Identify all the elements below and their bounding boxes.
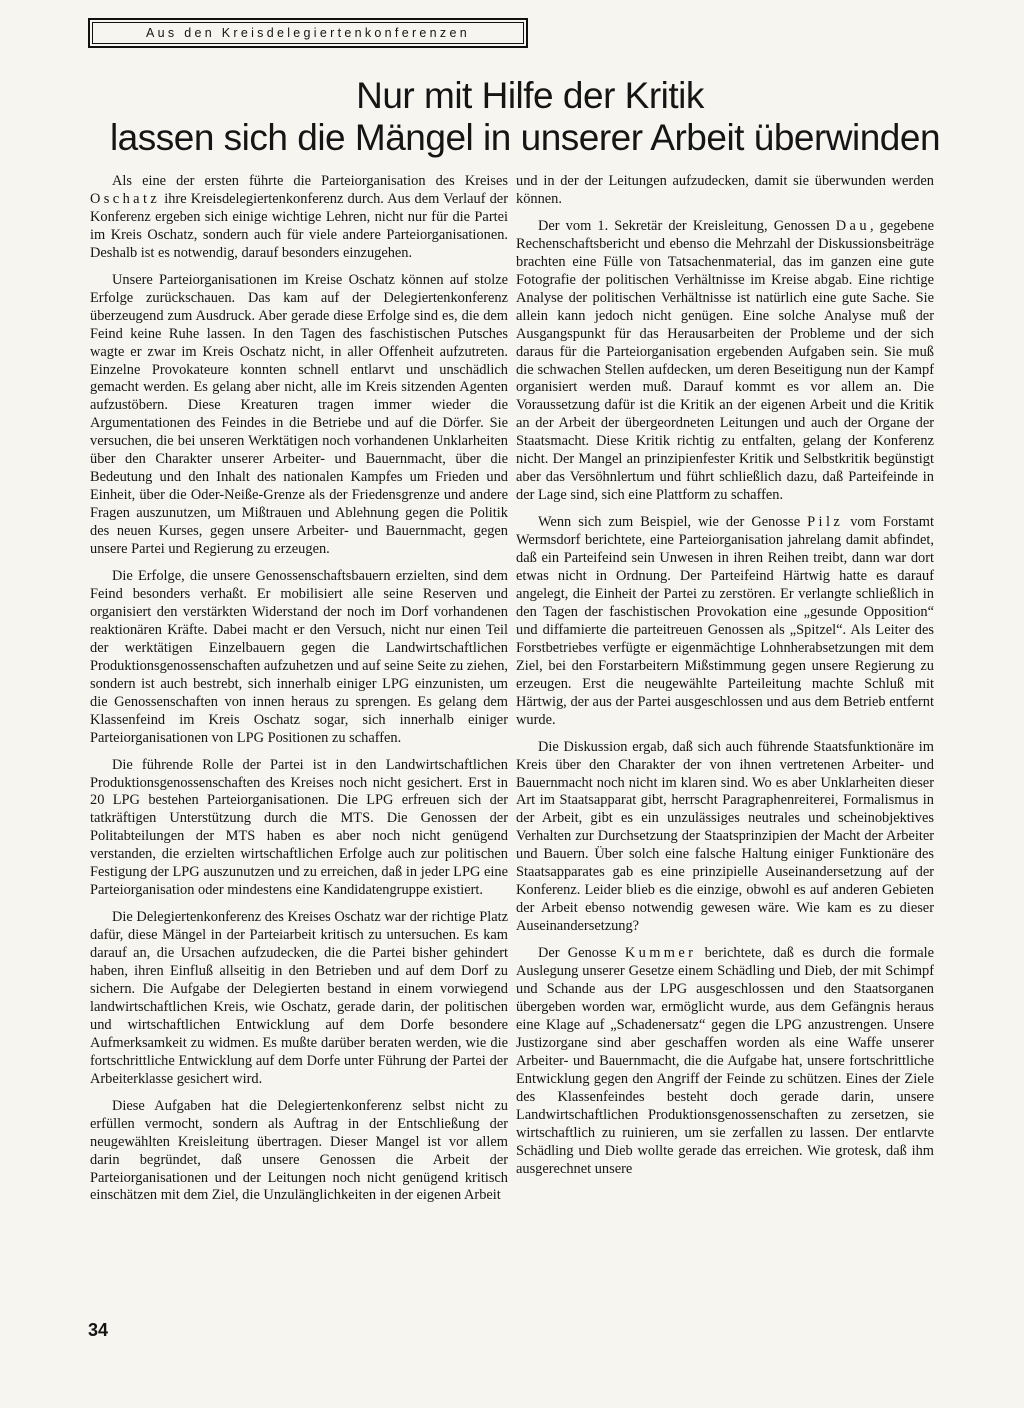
page-number: 34 [88,1320,109,1340]
paragraph: Diese Aufgaben hat die Delegiertenkonferenz selbst nicht zu erfüllen vermocht, sondern als Auftrag in der Entschließung der neugewählten Kreisleitung übertragen. Dieser Mangel ist vor allem darin begründet, daß unsere Genossen die Arbeit der Parteiorganisationen und der Leitungen noch nicht genügend kritisch einschätzen mit dem Ziel, die Unzulänglichkeiten in der eigenen Arbeit [90,1097,508,1204]
paragraph [90,173,508,263]
spaced-name-kummer: Kummer [624,945,697,962]
left-column [90,173,508,1205]
text-run: Wenn sich zum Beispiel, wie der Genosse [538,514,808,531]
text-run: Der vom 1. Sekretär der Kreisleitung, Genossen [538,217,836,234]
spaced-name-pilz: Pilz [807,514,844,531]
paragraph-continuation: und in der der Leitungen aufzudecken, damit sie überwunden werden können. [516,173,934,207]
paragraph: Die Delegiertenkonferenz des Kreises Oschatz war der richtige Platz dafür, diese Mängel in der Parteiarbeit kritisch zu untersuchen. Es kam darauf an, die Ursachen aufzudecken, die die Partei bisher gehindert haben, ihren Einfluß allseitig in den Betrieben und auf dem Dorf zu sichern. Die Aufgabe der Delegierten bestand in einem vorwiegend landwirtschaftlichen Kreis, wie Oschatz, gerade darin, der politischen und wirtschaftlichen Entwicklung auf dem Dorfe besondere Aufmerksamkeit zu widmen. Es mußte darüber beraten werden, wie die fortschrittliche Entwicklung auf dem Dorfe unter Führung der Partei der Arbeiterklasse gesichert wird. [90,909,508,1087]
paragraph: Die Erfolge, die unsere Genossenschaftsbauern erzielten, sind dem Feind besonders verhaßt. Er mobilisiert alle seine Reserven und organisiert den verstärkten Widerstand der noch im Dorf vorhandenen reaktionären Kräfte. Dabei macht er den Versuch, nicht nur einen Teil der werktätigen Einzelbauern gegen die Landwirtschaftlichen Produktionsgenossenschaften aufzuhetzen und auf seine Seite zu ziehen, sondern ist auch bestrebt, sich innerhalb einiger LPG einzunisten, um die Genossenschaften von innen heraus zu sprengen. Es gelang dem Klassenfeind im Kreis Oschatz sogar, sich innerhalb einiger Parteiorganisationen von LPG Positionen zu schaffen. [90,568,508,746]
headline-line-1: Nur mit Hilfe der Kritik [356,75,704,116]
text-run: , gegebene Rechenschaftsbericht und ebenso die Mehrzahl der Diskussionsbeiträge brachten eine Fülle von Tatsachenmaterial, das im ganzen eine gute Fotografie der politischen Verhältnisse im Kreise abgab. Eine richtige Analyse der politischen Verhältnisse ist natürlich eine gute Sache. Sie allein kann jedoch nicht genügen. Eine solche Analyse muß der Ausgangspunkt für das Herausarbeiten der Probleme und der sich daraus für die Parteiorganisation ergebenden Aufgaben sein. Sie muß die schwachen Stellen aufdecken, um deren Beseitigung nun der Kampf organisiert werden muß. Darauf kommt es vor allem an. Die Voraussetzung dafür ist die Kritik an der eigenen Arbeit und die Kritik an der Arbeit der übergeordneten Leitungen und auch der Organe der Staatsmacht. Diese Kritik richtig zu entfalten, gelang der Konferenz nicht. Der Mangel an prinzipienfester Kritik und Selbstkritik begünstigt aber das Versöhnlertum und führt schließlich dazu, daß Parteifeinde in der Lage sind, sich eine Plattform zu schaffen. [516,217,934,504]
section-label: Aus den Kreisdelegiertenkonferenzen [146,26,470,40]
paragraph [516,945,934,1178]
paragraph: Die führende Rolle der Partei ist in den Landwirtschaftlichen Produktionsgenossenschaften des Kreises noch nicht gesichert. Erst in 20 LPG bestehen Parteiorganisationen. Die LPG erfreuen sich der tatkräftigen Unterstützung durch die MTS. Die Genossen der Politabteilungen der MTS haben es aber noch nicht genügend verstanden, die erzielten wirtschaftlichen Erfolge auch zur politischen Festigung der LPG auszunutzen und zu erreichen, daß in jeder LPG eine Parteiorganisation oder mindestens eine Kandidatengruppe existiert. [90,756,508,899]
paragraph [516,514,934,729]
spaced-name-oschatz: Oschatz [90,190,161,207]
right-column [516,173,934,1178]
headline-line-2: lassen sich die Mängel in unserer Arbeit überwinden [109,117,941,158]
paragraph: Die Diskussion ergab, daß sich auch führende Staatsfunktionäre im Kreis über den Charakter der von ihnen vertretenen Arbeiter- und Bauernmacht noch nicht im klaren sind. Wo es aber Unklarheiten dieser Art im Staatsapparat gibt, herrscht Paragraphenreiterei, Formalismus in der Arbeit, gibt es ein unzulässiges neutrales und scheinobjektives Verhalten zur Durchsetzung der Staatsprinzipien der Macht der Arbeiter und Bauern. Über solch eine falsche Haltung einiger Funktionäre des Staatsapparates gab es eine prinzipielle Auseinandersetzung auf der Konferenz. Leider blieb es die einzige, obwohl es auf anderen Gebieten der Arbeit ebenso notwendig gewesen wäre. Wie kam es zu dieser Auseinandersetzung? [516,738,934,935]
paragraph [516,218,934,505]
text-run: Als eine der ersten führte die Parteiorganisation des Kreises [112,173,508,189]
text-run: vom Forstamt Wermsdorf berichtete, eine Parteiorganisation jahrelang damit abfindet, daß ein Parteifeind sein Unwesen in ihren Reihen treibt, dann war dort etwas nicht in Ordnung. Der Parteifeind Härtwig hatte es darauf angelegt, die Einheit der Partei zu zerstören. Er verlangte schließlich in den Tagen der faschistischen Provokation eine „gesunde Opposition“ und diffamierte die parteitreuen Genossen als „Spitzel“. Als Leiter des Forstbetriebes verfügte er eigenmächtige Lohnherabsetzungen mit dem Ziel, bei den Forstarbeitern Mißstimmung gegen unsere Regierung zu erzeugen. Erst die neugewählte Parteileitung machte Schluß mit Härtwig, der aus der Partei ausgeschlossen und aus dem Betrieb entfernt wurde. [516,514,934,728]
section-header-box [88,18,528,48]
text-run: ihre Kreisdelegiertenkonferenz durch. Aus dem Verlauf der Konferenz ergeben sich einige wichtige Lehren, nicht nur für die Partei im Kreis Oschatz, sondern auch für viele andere Parteiorganisationen. Deshalb ist es notwendig, darauf besonders einzugehen. [90,190,508,261]
text-run: berichtete, daß es durch die formale Auslegung unserer Gesetze einem Schädling und Dieb, der mit Schimpf und Schande aus der LPG ausgeschlossen und den Staatsorganen übergeben worden war, ermöglicht wurde, aus dem Gefängnis heraus eine Klage auf „Schadenersatz“ gegen die LPG anzustrengen. Unsere Justizorgane sind aber geschaffen worden als eine Waffe unserer Arbeiter- und Bauernmacht, die die Aufgabe hat, unsere fortschrittliche Entwicklung gegen den Angriff der Feinde zu schützen. Eines der Ziele des Klassenfeindes besteht doch gerade darin, unsere Landwirtschaftlichen Produktionsgenossenschaften zu zersetzen, sie wirtschaftlich zu ruinieren, um sie zerfallen zu lassen. Der entlarvte Schädling und Dieb wollte gerade das erreichen. Wie grotesk, daß ihm ausgerechnet unsere [516,945,934,1177]
spaced-name-dau: Dau [835,217,870,234]
text-run: Der Genosse [538,945,625,962]
paragraph: Unsere Parteiorganisationen im Kreise Oschatz können auf stolze Erfolge zurückschauen. Das kam auf der Delegiertenkonferenz überzeugend zum Ausdruck. Aber gerade diese Erfolge sind es, die dem Feind keine Ruhe lassen. In den Tagen des faschistischen Putsches wagte er zwar im Kreis Oschatz nicht, in aller Offenheit aufzutreten. Einzelne Provokateure konnten schnell entlarvt und unschädlich gemacht werden. Es gelang aber nicht, alle im Kreis sitzenden Agenten aufzustöbern. Diese Kreaturen tragen immer wieder die Argumentationen des Feindes in die Betriebe und auf die Dörfer. Sie versuchen, die bei unseren Werktätigen noch vorhandenen Unklarheiten über den Charakter unserer Arbeiter- und Bauernmacht, über die Bedeutung und den Inhalt des nationalen Kampfes um Frieden und Einheit, über die Oder-Neiße-Grenze als der Friedensgrenze und andere Fragen auszunutzen, um Mißtrauen und Ablehnung gegen die Politik des neuen Kurses, gegen unsere Arbeiter- und Bauernmacht, gegen unsere Partei und Regierung zu erzeugen. [90,271,508,558]
